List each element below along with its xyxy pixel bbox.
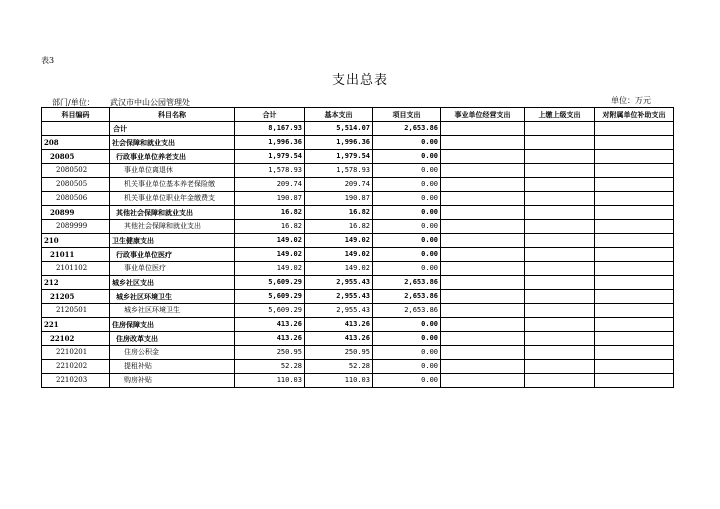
business-expenditure-cell <box>441 318 525 332</box>
project-expenditure-cell: 0.00 <box>373 318 441 332</box>
table-row <box>42 220 674 234</box>
table-row <box>42 276 674 290</box>
basic-expenditure-cell: 209.74 <box>305 178 373 192</box>
subject-name-cell: 机关事业单位职业年金缴费支 <box>110 192 235 206</box>
column-header: 对附属单位补助支出 <box>595 108 674 122</box>
basic-expenditure-cell: 149.02 <box>305 262 373 276</box>
basic-expenditure-cell: 2,955.43 <box>305 290 373 304</box>
upper-remit-cell <box>525 248 595 262</box>
basic-expenditure-cell: 149.02 <box>305 248 373 262</box>
total-cell: 250.95 <box>235 346 305 360</box>
column-header: 项目支出 <box>373 108 441 122</box>
upper-remit-cell <box>525 206 595 220</box>
basic-expenditure-cell: 413.26 <box>305 318 373 332</box>
business-expenditure-cell <box>441 290 525 304</box>
column-header: 合计 <box>235 108 305 122</box>
subject-code-cell: 2080506 <box>42 192 110 206</box>
basic-expenditure-cell: 1,578.93 <box>305 164 373 178</box>
basic-expenditure-cell: 2,955.43 <box>305 276 373 290</box>
subject-code-cell: 2080505 <box>42 178 110 192</box>
basic-expenditure-cell: 190.87 <box>305 192 373 206</box>
upper-remit-cell <box>525 178 595 192</box>
subject-code-cell: 21205 <box>42 290 110 304</box>
subject-code-cell: 208 <box>42 136 110 150</box>
department-value: 武汉市中山公园管理处 <box>110 98 190 107</box>
subject-name-cell: 购房补贴 <box>110 374 235 388</box>
subject-name-cell: 城乡社区环境卫生 <box>110 304 235 318</box>
subsidiary-subsidy-cell <box>595 136 674 150</box>
subsidiary-subsidy-cell <box>595 192 674 206</box>
subsidiary-subsidy-cell <box>595 262 674 276</box>
subsidiary-subsidy-cell <box>595 332 674 346</box>
basic-expenditure-cell: 52.28 <box>305 360 373 374</box>
subject-code-cell: 20805 <box>42 150 110 164</box>
business-expenditure-cell <box>441 150 525 164</box>
subject-name-cell: 住房改革支出 <box>110 332 235 346</box>
subsidiary-subsidy-cell <box>595 178 674 192</box>
subject-code-cell <box>42 122 110 136</box>
subsidiary-subsidy-cell <box>595 304 674 318</box>
project-expenditure-cell: 0.00 <box>373 220 441 234</box>
total-cell: 1,979.54 <box>235 150 305 164</box>
upper-remit-cell <box>525 276 595 290</box>
total-cell: 149.02 <box>235 248 305 262</box>
subject-name-cell: 其他社会保障和就业支出 <box>110 206 235 220</box>
subject-name-cell: 城乡社区环境卫生 <box>110 290 235 304</box>
business-expenditure-cell <box>441 346 525 360</box>
subject-name-cell: 行政事业单位养老支出 <box>110 150 235 164</box>
total-cell: 1,996.36 <box>235 136 305 150</box>
subject-code-cell: 2089999 <box>42 220 110 234</box>
subject-code-cell: 221 <box>42 318 110 332</box>
upper-remit-cell <box>525 262 595 276</box>
basic-expenditure-cell: 110.03 <box>305 374 373 388</box>
total-cell: 5,609.29 <box>235 276 305 290</box>
total-cell: 413.26 <box>235 332 305 346</box>
column-header: 事业单位经营支出 <box>441 108 525 122</box>
subject-code-cell: 212 <box>42 276 110 290</box>
subject-name-cell: 机关事业单位基本养老保险缴 <box>110 178 235 192</box>
unit-label: 单位：万元 <box>611 96 651 105</box>
table-row <box>42 192 674 206</box>
basic-expenditure-cell: 250.95 <box>305 346 373 360</box>
column-header: 基本支出 <box>305 108 373 122</box>
upper-remit-cell <box>525 374 595 388</box>
subject-name-cell: 住房公积金 <box>110 346 235 360</box>
total-cell: 52.28 <box>235 360 305 374</box>
table-row <box>42 374 674 388</box>
total-cell: 16.82 <box>235 206 305 220</box>
subject-name-cell: 行政事业单位医疗 <box>110 248 235 262</box>
upper-remit-cell <box>525 346 595 360</box>
table-row <box>42 290 674 304</box>
subsidiary-subsidy-cell <box>595 150 674 164</box>
column-header: 上缴上级支出 <box>525 108 595 122</box>
subsidiary-subsidy-cell <box>595 220 674 234</box>
subject-code-cell: 2101102 <box>42 262 110 276</box>
basic-expenditure-cell: 16.82 <box>305 206 373 220</box>
basic-expenditure-cell: 5,514.07 <box>305 122 373 136</box>
upper-remit-cell <box>525 304 595 318</box>
project-expenditure-cell: 0.00 <box>373 164 441 178</box>
table-row <box>42 318 674 332</box>
subject-name-cell: 社会保障和就业支出 <box>110 136 235 150</box>
project-expenditure-cell: 2,653.86 <box>373 276 441 290</box>
project-expenditure-cell: 0.00 <box>373 178 441 192</box>
basic-expenditure-cell: 413.26 <box>305 332 373 346</box>
total-cell: 149.02 <box>235 262 305 276</box>
business-expenditure-cell <box>441 262 525 276</box>
upper-remit-cell <box>525 164 595 178</box>
business-expenditure-cell <box>441 178 525 192</box>
project-expenditure-cell: 0.00 <box>373 248 441 262</box>
subject-name-cell: 城乡社区支出 <box>110 276 235 290</box>
subject-code-cell: 21011 <box>42 248 110 262</box>
subject-code-cell: 20899 <box>42 206 110 220</box>
subsidiary-subsidy-cell <box>595 276 674 290</box>
project-expenditure-cell: 0.00 <box>373 136 441 150</box>
subsidiary-subsidy-cell <box>595 234 674 248</box>
upper-remit-cell <box>525 122 595 136</box>
business-expenditure-cell <box>441 276 525 290</box>
subject-name-cell: 卫生健康支出 <box>110 234 235 248</box>
table-header-row <box>42 108 674 122</box>
upper-remit-cell <box>525 360 595 374</box>
subsidiary-subsidy-cell <box>595 206 674 220</box>
table-row <box>42 178 674 192</box>
subsidiary-subsidy-cell <box>595 164 674 178</box>
table-row <box>42 234 674 248</box>
subsidiary-subsidy-cell <box>595 248 674 262</box>
total-cell: 1,578.93 <box>235 164 305 178</box>
total-cell: 8,167.93 <box>235 122 305 136</box>
business-expenditure-cell <box>441 248 525 262</box>
total-cell: 209.74 <box>235 178 305 192</box>
subject-name-cell: 事业单位医疗 <box>110 262 235 276</box>
upper-remit-cell <box>525 290 595 304</box>
upper-remit-cell <box>525 150 595 164</box>
table-row <box>42 122 674 136</box>
page-title: 支出总表 <box>331 73 388 88</box>
subject-code-cell: 2120501 <box>42 304 110 318</box>
basic-expenditure-cell: 16.82 <box>305 220 373 234</box>
business-expenditure-cell <box>441 374 525 388</box>
table-row <box>42 136 674 150</box>
subsidiary-subsidy-cell <box>595 122 674 136</box>
project-expenditure-cell: 0.00 <box>373 360 441 374</box>
business-expenditure-cell <box>441 360 525 374</box>
subsidiary-subsidy-cell <box>595 374 674 388</box>
business-expenditure-cell <box>441 206 525 220</box>
column-header: 科目名称 <box>110 108 235 122</box>
total-cell: 190.87 <box>235 192 305 206</box>
subject-name-cell: 事业单位离退休 <box>110 164 235 178</box>
total-cell: 110.03 <box>235 374 305 388</box>
subject-name-cell: 合计 <box>110 122 235 136</box>
table-row <box>42 346 674 360</box>
column-header: 科目编码 <box>42 108 110 122</box>
table-row <box>42 150 674 164</box>
basic-expenditure-cell: 2,955.43 <box>305 304 373 318</box>
business-expenditure-cell <box>441 304 525 318</box>
subject-code-cell: 2210203 <box>42 374 110 388</box>
subsidiary-subsidy-cell <box>595 360 674 374</box>
subject-code-cell: 22102 <box>42 332 110 346</box>
subject-name-cell: 住房保障支出 <box>110 318 235 332</box>
table-row <box>42 206 674 220</box>
business-expenditure-cell <box>441 122 525 136</box>
table-number-label: 表3 <box>41 56 55 65</box>
department-label: 部门/单位： <box>52 98 95 107</box>
upper-remit-cell <box>525 318 595 332</box>
business-expenditure-cell <box>441 220 525 234</box>
upper-remit-cell <box>525 192 595 206</box>
project-expenditure-cell: 0.00 <box>373 206 441 220</box>
basic-expenditure-cell: 1,996.36 <box>305 136 373 150</box>
total-cell: 413.26 <box>235 318 305 332</box>
project-expenditure-cell: 0.00 <box>373 150 441 164</box>
project-expenditure-cell: 2,653.86 <box>373 290 441 304</box>
basic-expenditure-cell: 149.02 <box>305 234 373 248</box>
upper-remit-cell <box>525 136 595 150</box>
business-expenditure-cell <box>441 164 525 178</box>
subject-code-cell: 2210202 <box>42 360 110 374</box>
subject-code-cell: 210 <box>42 234 110 248</box>
project-expenditure-cell: 0.00 <box>373 192 441 206</box>
table-row <box>42 360 674 374</box>
subsidiary-subsidy-cell <box>595 318 674 332</box>
total-cell: 5,609.29 <box>235 290 305 304</box>
table-row <box>42 248 674 262</box>
business-expenditure-cell <box>441 332 525 346</box>
project-expenditure-cell: 2,653.86 <box>373 304 441 318</box>
total-cell: 149.02 <box>235 234 305 248</box>
project-expenditure-cell: 2,653.86 <box>373 122 441 136</box>
subject-name-cell: 提租补贴 <box>110 360 235 374</box>
table-row <box>42 332 674 346</box>
subsidiary-subsidy-cell <box>595 290 674 304</box>
business-expenditure-cell <box>441 136 525 150</box>
table-row <box>42 164 674 178</box>
table-row <box>42 304 674 318</box>
project-expenditure-cell: 0.00 <box>373 234 441 248</box>
subject-code-cell: 2210201 <box>42 346 110 360</box>
upper-remit-cell <box>525 332 595 346</box>
business-expenditure-cell <box>441 192 525 206</box>
subsidiary-subsidy-cell <box>595 346 674 360</box>
project-expenditure-cell: 0.00 <box>373 374 441 388</box>
subject-name-cell: 其他社会保障和就业支出 <box>110 220 235 234</box>
total-cell: 16.82 <box>235 220 305 234</box>
project-expenditure-cell: 0.00 <box>373 262 441 276</box>
project-expenditure-cell: 0.00 <box>373 346 441 360</box>
table-row <box>42 262 674 276</box>
project-expenditure-cell: 0.00 <box>373 332 441 346</box>
upper-remit-cell <box>525 220 595 234</box>
expenditure-table <box>41 107 674 388</box>
business-expenditure-cell <box>441 234 525 248</box>
total-cell: 5,609.29 <box>235 304 305 318</box>
subject-code-cell: 2080502 <box>42 164 110 178</box>
basic-expenditure-cell: 1,979.54 <box>305 150 373 164</box>
upper-remit-cell <box>525 234 595 248</box>
